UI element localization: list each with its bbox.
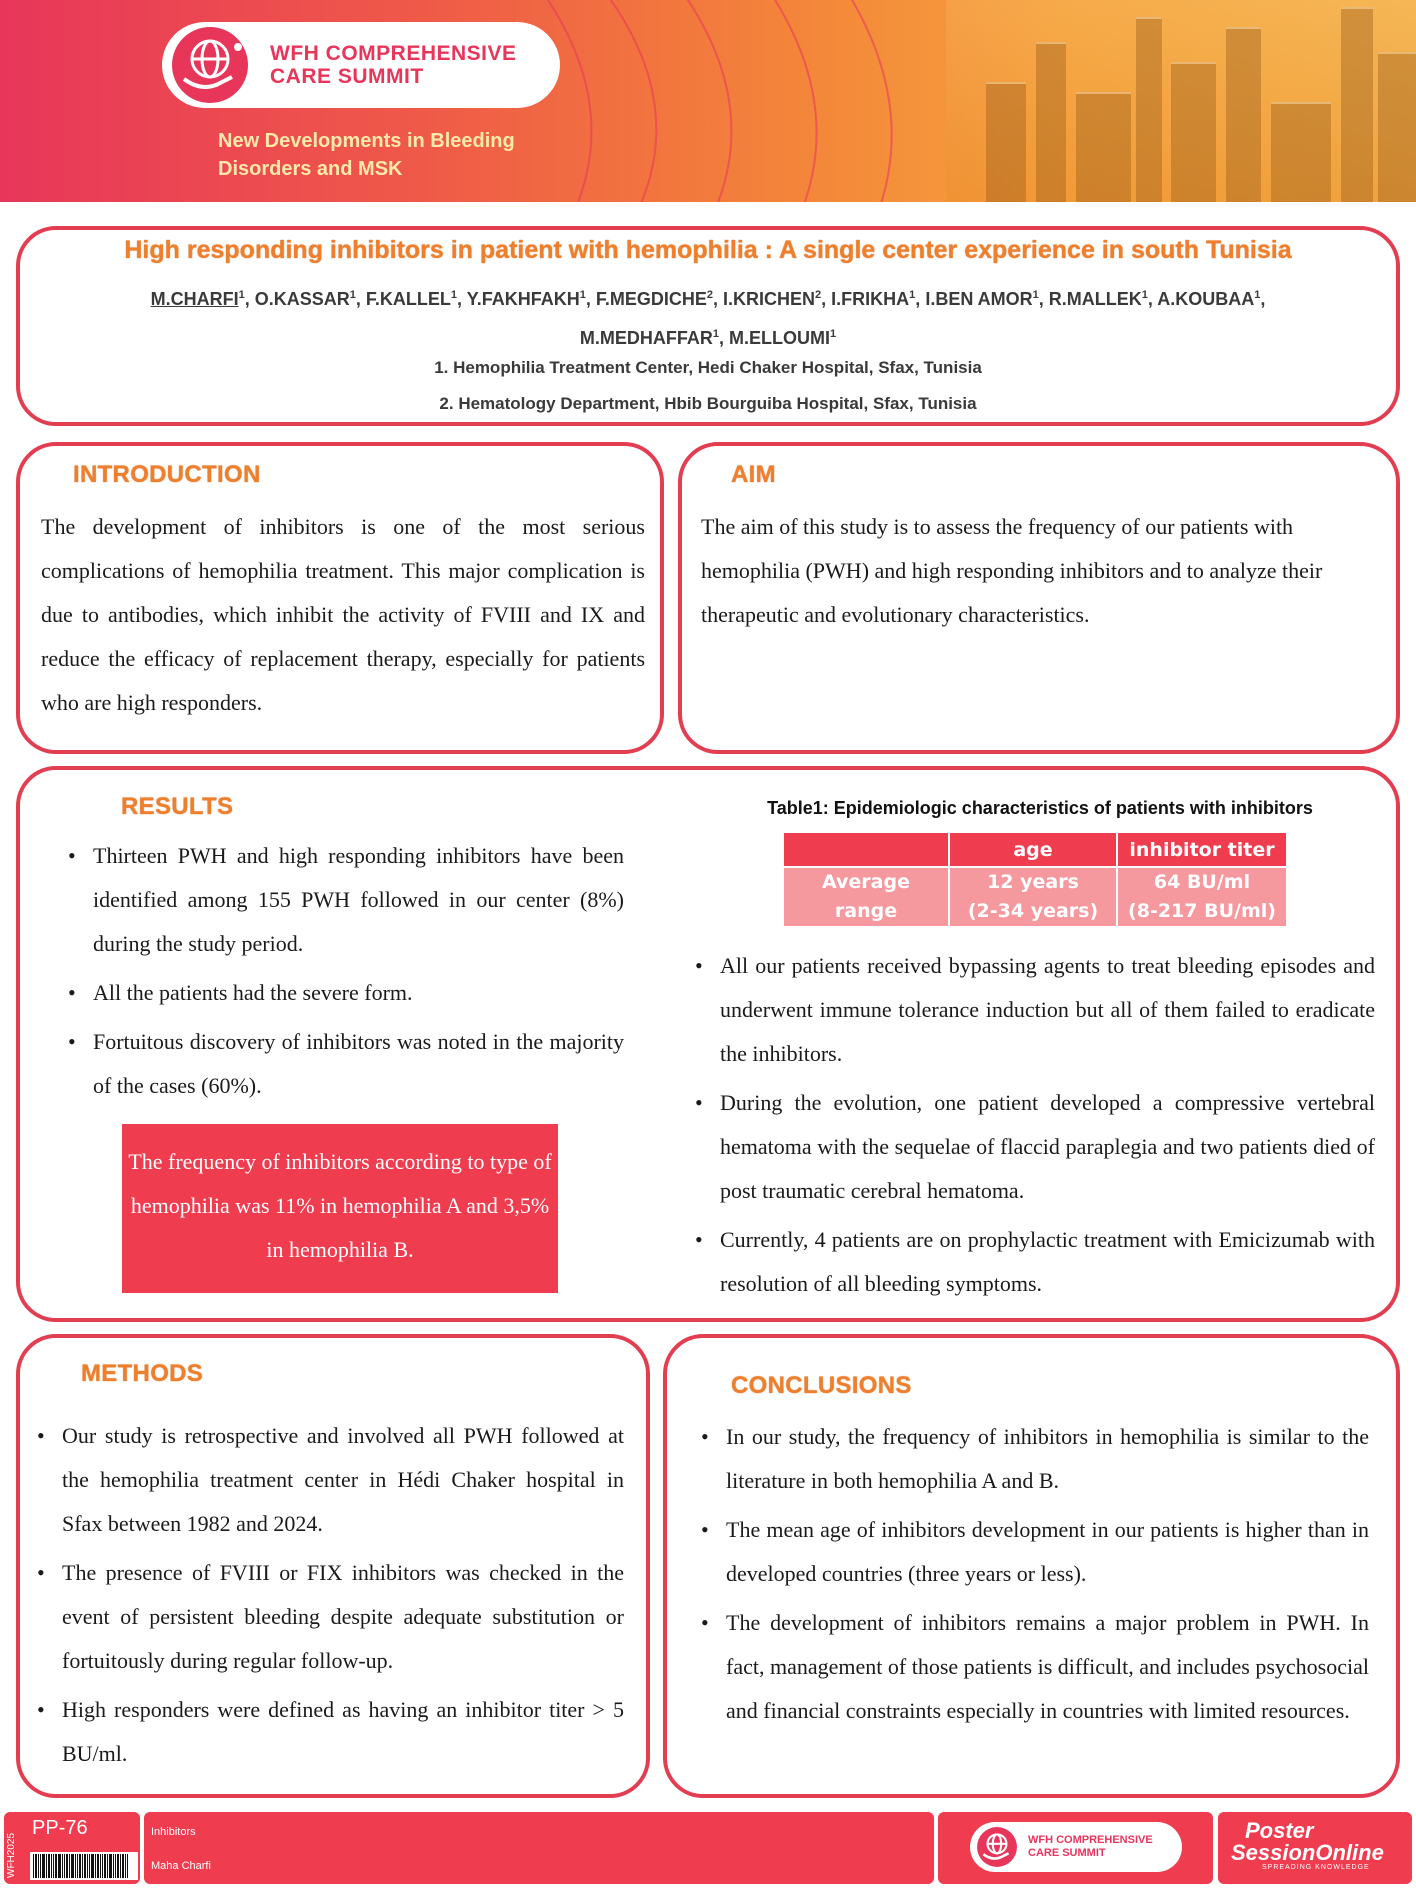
author-name: Y.FAKHFAKH — [466, 289, 580, 309]
table-header-age: age — [949, 832, 1117, 867]
methods-bullets — [37, 1414, 624, 1781]
summit-tagline — [218, 127, 515, 183]
author-affiliation-number: 1 — [349, 289, 356, 301]
aim-text: The aim of this study is to assess the frequency of our patients with hemophilia (PWH) and high responding inhibitors and to analyze their therapeutic and evolutionary characteristics. — [701, 514, 1323, 627]
author-affiliation-number: 1 — [1141, 289, 1148, 301]
author-affiliation-number: 1 — [1032, 289, 1039, 301]
titer-average: 64 BU/ml — [1153, 871, 1251, 893]
author-affiliation-number: 1 — [830, 328, 837, 340]
decorative-arcs — [480, 0, 1000, 202]
author-affiliation-number: 2 — [706, 289, 713, 301]
footer-logo-line2: CARE SUMMIT — [1028, 1847, 1106, 1859]
table-cell-age — [949, 867, 1117, 927]
author-name: I.FRIKHA — [831, 289, 910, 309]
poster-session-online-logo — [1231, 1818, 1384, 1865]
table-header-empty — [783, 832, 949, 867]
footer-info-box — [144, 1812, 934, 1884]
barcode-image — [30, 1852, 138, 1880]
aim-heading: AIM — [731, 461, 776, 488]
row-label-average: Average — [822, 871, 910, 893]
row-label-range: range — [834, 900, 898, 922]
footer-topic: Inhibitors — [151, 1826, 196, 1838]
results-bullet-1: • Thirteen PWH and high responding inhibitors have been identified among 155 PWH followed in our center (8%) during the study period. — [68, 834, 624, 966]
results-heading: RESULTS — [121, 793, 234, 820]
author-affiliation-number: 1 — [450, 289, 458, 301]
author-affiliation-number: 1 — [238, 289, 245, 301]
methods-bullet-3: • High responders were defined as having an inhibitor titer > 5 BU/ml. — [37, 1688, 624, 1776]
poster-code: PP-76 — [32, 1817, 88, 1839]
table-caption: Table1: Epidemiologic characteristics of patients with inhibitors — [767, 798, 1313, 818]
author-affiliation-number: 1 — [909, 289, 916, 301]
author-name: F.MEGDICHE — [595, 289, 707, 309]
author-name: M.ELLOUMI — [729, 328, 830, 348]
author-name: M.CHARFI — [150, 289, 239, 309]
author-name: O.KASSAR — [254, 289, 350, 309]
results-bullet-4: • All our patients received bypassing agents to treat bleeding episodes and underwent immune tolerance induction but all of them failed to eradicate the inhibitors. — [695, 944, 1375, 1076]
conclusions-bullet-2: • The mean age of inhibitors development in our patients is higher than in developed countries (three years or less). — [701, 1508, 1369, 1596]
introduction-heading: INTRODUCTION — [73, 461, 261, 488]
titer-range: (8-217 BU/ml) — [1128, 900, 1276, 922]
pso-subtitle: SPREADING KNOWLEDGE — [1262, 1864, 1370, 1871]
methods-bullet-1: • Our study is retrospective and involved all PWH followed at the hemophilia treatment center in Hédi Chaker hospital in Sfax between 1982 and 2024. — [37, 1414, 624, 1546]
affiliation-2: 2. Hematology Department, Hbib Bourguiba Hospital, Sfax, Tunisia — [439, 394, 977, 413]
footer-wfh-logo — [970, 1822, 1182, 1872]
footer-author: Maha Charfi — [151, 1860, 211, 1872]
footer-code-box — [4, 1812, 140, 1884]
author-list: M.CHARFI$^1$, O.KASSAR$^1$, F.KALLEL$^1$, Y.FAKHFAKH$^1$, F.MEGDICHE$^2$, I.KRICHEN$^2$, I.FRIKHA$^1$, I.BEN AMOR$^1$, R.MALLEK$^1$, A.KOUBAA$^1$, M.MEDHAFFAR$^1$, M.ELLOUMI$^1$ — [150, 289, 1266, 348]
methods-heading: METHODS — [81, 1360, 204, 1387]
age-range: (2-34 years) — [967, 900, 1099, 922]
globe-hand-icon — [162, 22, 258, 108]
results-bullet-2: • All the patients had the severe form. — [68, 971, 624, 1015]
conclusions-bullet-1: • In our study, the frequency of inhibitors in hemophilia is similar to the literature in both hemophilia A and B. — [701, 1415, 1369, 1503]
author-affiliation-number: 1 — [1254, 289, 1261, 301]
results-right-bullets — [695, 944, 1375, 1311]
pso-line2: SessionOnline — [1231, 1840, 1384, 1865]
wfh-year-label: WFH2025 — [6, 1832, 17, 1878]
tagline-line2: Disorders and MSK — [218, 158, 403, 180]
author-name: R.MALLEK — [1048, 289, 1142, 309]
introduction-text: The development of inhibitors is one of the most serious complications of hemophilia treatment. This major complication is due to antibodies, which inhibit the activity of FVIII and IX and reduce the efficacy of replacement therapy, especially for patients who are high responders. — [41, 514, 645, 715]
author-name: I.BEN AMOR — [925, 289, 1033, 309]
author-name: F.KALLEL — [365, 289, 451, 309]
results-bullet-6: • Currently, 4 patients are on prophylactic treatment with Emicizumab with resolution of all bleeding symptoms. — [695, 1218, 1375, 1306]
tagline-line1: New Developments in Bleeding — [218, 130, 515, 152]
pso-line1: Poster — [1245, 1818, 1314, 1843]
logo-line1: WFH COMPREHENSIVE — [270, 42, 517, 65]
table-cell-titer — [1117, 867, 1287, 927]
header-banner — [0, 0, 1416, 202]
author-name: A.KOUBAA — [1157, 289, 1255, 309]
table-row-label — [783, 867, 949, 927]
results-bullet-3: • Fortuitous discovery of inhibitors was noted in the majority of the cases (60%). — [68, 1020, 624, 1108]
methods-bullet-2: • The presence of FVIII or FIX inhibitors was checked in the event of persistent bleeding despite adequate substitution or fortuitously during regular follow-up. — [37, 1551, 624, 1683]
age-average: 12 years — [987, 871, 1079, 893]
conclusions-bullets — [701, 1415, 1369, 1738]
author-affiliation-number: 1 — [712, 328, 719, 340]
affiliation-1: 1. Hemophilia Treatment Center, Hedi Chaker Hospital, Sfax, Tunisia — [434, 358, 982, 377]
wfh-logo — [162, 22, 560, 108]
footer-logo-line1: WFH COMPREHENSIVE — [1028, 1834, 1153, 1846]
author-affiliation-number: 2 — [815, 289, 822, 301]
poster-title: High responding inhibitors in patient with hemophilia : A single center experience in south Tunisia — [124, 236, 1292, 264]
logo-line2: CARE SUMMIT — [270, 65, 424, 88]
conclusions-bullet-3: • The development of inhibitors remains a major problem in PWH. In fact, management of those patients is difficult, and includes psychosocial and financial constraints especially in countries with limited resources. — [701, 1601, 1369, 1733]
city-skyline-image — [946, 0, 1416, 202]
table-header-titer: inhibitor titer — [1117, 832, 1287, 867]
footer-globe-icon — [976, 1826, 1018, 1868]
results-left-bullets — [68, 834, 624, 1113]
results-bullet-5: • During the evolution, one patient developed a compressive vertebral hematoma with the sequelae of flaccid paraplegia and two patients died of post traumatic cerebral hematoma. — [695, 1081, 1375, 1213]
epidemiologic-table — [782, 831, 1288, 928]
frequency-highlight-box: The frequency of inhibitors according to type of hemophilia was 11% in hemophilia A and 3,5% in hemophilia B. — [122, 1124, 558, 1293]
footer-bar — [0, 1812, 1416, 1889]
conclusions-heading: CONCLUSIONS — [731, 1372, 912, 1399]
author-name: I.KRICHEN — [723, 289, 816, 309]
author-affiliation-number: 1 — [579, 289, 586, 301]
author-name: M.MEDHAFFAR — [579, 328, 713, 348]
